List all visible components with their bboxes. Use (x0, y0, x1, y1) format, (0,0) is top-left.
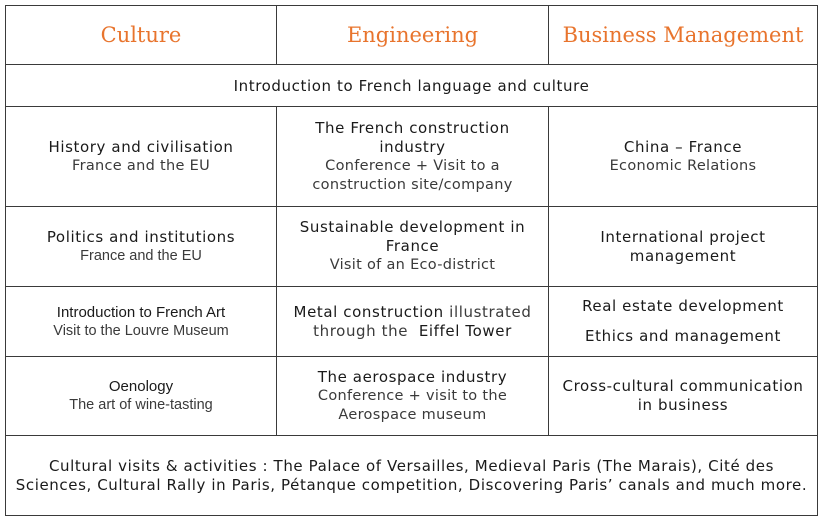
course-subtitle: Visit to the Louvre Museum (53, 322, 229, 339)
engineering-cell (277, 207, 549, 287)
course-subtitle: Conference + Visit to a construction site/company (312, 157, 513, 193)
course-subtitle: Conference + visit to the Aerospace museum (317, 387, 508, 423)
culture-cell (6, 207, 277, 287)
course-title: Real estate development (582, 297, 784, 315)
course-subtitle: The art of wine-tasting (69, 397, 213, 413)
course-subtitle: France and the EU (80, 247, 202, 264)
course-title: Sustainable development in France (299, 218, 526, 255)
course-title: Ethics and management (585, 327, 781, 345)
intro-row (6, 65, 818, 107)
culture-cell (6, 357, 277, 436)
business-cell (549, 287, 818, 357)
culture-header: Culture (6, 6, 277, 65)
engineering-cell (277, 357, 549, 436)
course-title: The aerospace industry (317, 367, 508, 386)
culture-cell (6, 287, 277, 357)
culture-cell (6, 107, 277, 207)
footer-row (6, 436, 818, 516)
header-row (6, 6, 818, 65)
engineering-header: Engineering (277, 6, 549, 65)
course-title: History and civilisation (48, 137, 234, 156)
course-title-rest: illustrated through the (313, 302, 532, 340)
table-row (6, 107, 818, 207)
table-row (6, 207, 818, 287)
course-title: International project management (600, 227, 766, 265)
course-title-line (283, 303, 542, 341)
intro-cell: Introduction to French language and culture (6, 65, 818, 107)
course-title: The French construction industry (315, 118, 510, 156)
programme-table (5, 5, 818, 516)
course-title-tail: Eiffel Tower (418, 321, 512, 340)
course-title: China – France (623, 137, 743, 156)
course-subtitle: France and the EU (72, 157, 210, 174)
business-cell (549, 357, 818, 436)
engineering-cell (277, 107, 549, 207)
course-title: Cross-cultural communication in business (562, 377, 804, 414)
spacer (555, 316, 811, 327)
course-title: Oenology (108, 378, 174, 395)
business-cell (549, 207, 818, 287)
course-title: Introduction to French Art (56, 303, 226, 321)
course-title: Politics and institutions (46, 227, 236, 246)
course-title: Metal construction (293, 302, 444, 321)
course-subtitle: Economic Relations (609, 157, 757, 174)
table-row (6, 357, 818, 436)
business-cell (549, 107, 818, 207)
table-row (6, 287, 818, 357)
course-subtitle: Visit of an Eco-district (329, 257, 496, 273)
engineering-cell (277, 287, 549, 357)
footer-cell: Cultural visits & activities : The Palace of Versailles, Medieval Paris (The Marais), Cité des Sciences, Cultural Rally in Paris, Pétanque competition, Discovering Paris’ canals and much more. (6, 436, 818, 516)
business-header: Business Management (549, 6, 818, 65)
